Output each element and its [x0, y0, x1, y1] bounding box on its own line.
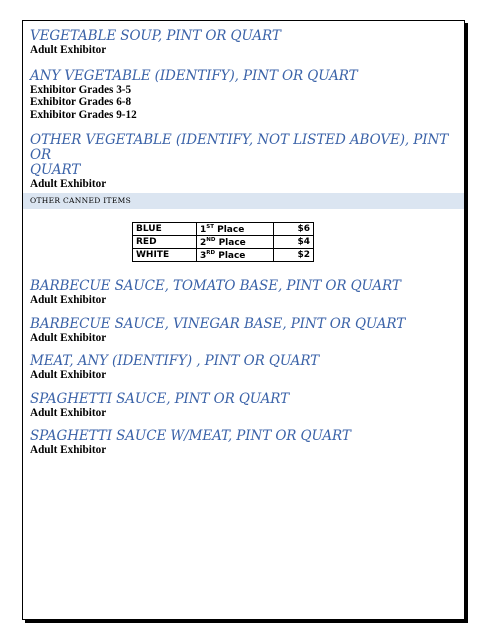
lower-entries — [30, 279, 464, 457]
entry-title: VEGETABLE SOUP, PINT OR QUART — [30, 28, 281, 44]
amount-cell: $4 — [274, 236, 314, 249]
entry-class: Adult Exhibitor — [30, 369, 107, 382]
entry-title: OTHER VEGETABLE (IDENTIFY, NOT LISTED ABOVE), PINT OR — [30, 132, 449, 164]
entry-class: Adult Exhibitor — [30, 331, 107, 344]
entry-class: Exhibitor Grades 3-5 — [30, 83, 132, 96]
entry-title: BARBECUE SAUCE, VINEGAR BASE, PINT OR QUART — [30, 315, 406, 332]
entry-other-vegetable — [30, 133, 464, 191]
entry-class: Exhibitor Grades 6-8 — [30, 96, 132, 109]
entry-class: Adult Exhibitor — [30, 44, 107, 56]
entry-title: MEAT, ANY (IDENTIFY) , PINT OR QUART — [30, 353, 320, 370]
entry-spaghetti-meat — [30, 429, 464, 457]
document-page — [22, 20, 465, 620]
place-cell: 1ST Place — [197, 223, 274, 236]
entry-spaghetti — [30, 392, 464, 420]
section-heading: OTHER CANNED ITEMS — [30, 196, 132, 205]
entry-class: Adult Exhibitor — [30, 178, 107, 191]
entry-title: SPAGHETTI SAUCE W/MEAT, PINT OR QUART — [30, 428, 351, 445]
entry-class: Adult Exhibitor — [30, 444, 107, 457]
entry-meat — [30, 354, 464, 382]
place-cell: 2ND Place — [197, 236, 274, 249]
entry-class: Adult Exhibitor — [30, 294, 107, 306]
amount-cell: $6 — [274, 223, 314, 236]
ribbon-cell: RED — [133, 236, 197, 249]
entry-title: SPAGHETTI SAUCE, PINT OR QUART — [30, 390, 290, 407]
entry-class: Exhibitor Grades 9-12 — [30, 108, 137, 121]
entry-bbq-vinegar — [30, 317, 464, 345]
ribbon-cell: BLUE — [133, 223, 197, 236]
table-row — [133, 249, 314, 262]
table-row — [133, 223, 314, 236]
amount-cell: $2 — [274, 249, 314, 262]
top-entries — [30, 29, 464, 191]
prize-table — [132, 222, 314, 262]
table-row — [133, 236, 314, 249]
entry-class: Adult Exhibitor — [30, 406, 107, 419]
entry-vegetable-soup — [30, 29, 464, 57]
entry-bbq-tomato — [30, 279, 464, 307]
entry-title-continued: QUART — [30, 162, 81, 179]
place-cell: 3RD Place — [197, 249, 274, 262]
entry-title: BARBECUE SAUCE, TOMATO BASE, PINT OR QUART — [30, 278, 401, 294]
section-band — [23, 193, 464, 209]
entry-any-vegetable — [30, 69, 464, 122]
entry-title: ANY VEGETABLE (IDENTIFY), PINT OR QUART — [30, 67, 358, 84]
ribbon-cell: WHITE — [133, 249, 197, 262]
